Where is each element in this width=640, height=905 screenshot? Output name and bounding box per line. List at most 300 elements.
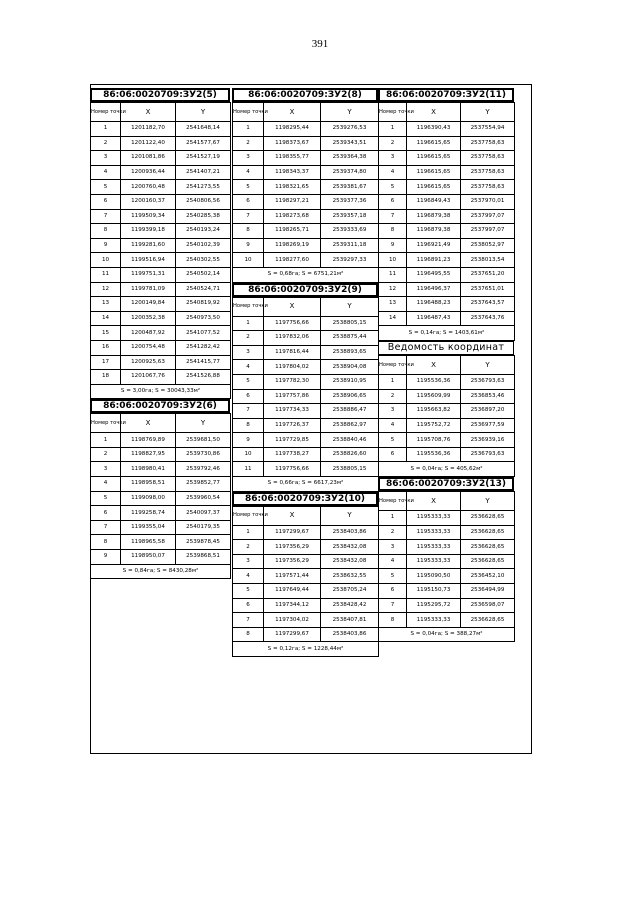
table-row [379,598,515,613]
y-coordinate-cell: 2538052,97 [461,238,515,253]
x-coordinate-cell: 1199516,94 [121,253,176,268]
table-row [91,165,231,180]
x-coordinate-cell: 1196615,65 [407,180,461,195]
x-coordinate-cell: 1201081,86 [121,151,176,166]
point-number-cell: 3 [379,151,407,166]
y-coordinate-cell: 2539381,67 [321,180,379,195]
y-coordinate-cell: 2538893,65 [321,345,379,360]
x-coordinate-cell: 1197756,66 [264,316,321,331]
table-row [379,584,515,599]
x-coordinate-cell: 1197344,12 [264,598,321,613]
x-coordinate-cell: 1200160,37 [121,194,176,209]
point-number-cell: 2 [379,525,407,540]
table-row [91,297,231,312]
table-row [233,345,379,360]
table-row [91,194,231,209]
table-row [379,404,515,419]
point-number-cell: 3 [233,151,264,166]
y-coordinate-cell: 2538403,86 [321,627,379,642]
point-number-cell: 6 [233,389,264,404]
point-number-cell: 13 [91,297,121,312]
x-coordinate-cell: 1199355,04 [121,520,176,535]
table-row [379,122,515,137]
point-number-cell: 9 [233,238,264,253]
header-x: X [407,355,461,374]
x-coordinate-cell: 1200925,63 [121,355,176,370]
x-coordinate-cell: 1198297,21 [264,194,321,209]
table-row [91,520,231,535]
point-number-cell: 3 [91,462,121,477]
point-number-cell: 1 [233,525,264,540]
y-coordinate-cell: 2537758,63 [461,180,515,195]
y-coordinate-cell: 2538432,08 [321,540,379,555]
point-number-cell: 2 [91,447,121,462]
point-number-cell: 1 [379,374,407,389]
y-coordinate-cell: 2540102,39 [176,238,231,253]
y-coordinate-cell: 2539960,54 [176,491,231,506]
area-summary: S = 3,00га; S = 30043,33м² [91,384,231,399]
x-coordinate-cell: 1201182,70 [121,122,176,137]
table-title: Ведомость координат [378,341,514,355]
x-coordinate-cell: 1197649,44 [264,584,321,599]
table-row [233,404,379,419]
table-row [379,311,515,326]
table-row [233,165,379,180]
y-coordinate-cell: 2539364,38 [321,151,379,166]
y-coordinate-cell: 2538705,24 [321,584,379,599]
table-row [379,525,515,540]
y-coordinate-cell: 2538632,55 [321,569,379,584]
y-coordinate-cell: 2539792,46 [176,462,231,477]
x-coordinate-cell: 1195333,33 [407,554,461,569]
table-row [91,433,231,448]
point-number-cell: 4 [91,477,121,492]
y-coordinate-cell: 2537643,76 [461,311,515,326]
point-number-cell: 4 [379,418,407,433]
header-x: X [264,506,321,525]
x-coordinate-cell: 1199781,09 [121,282,176,297]
x-coordinate-cell: 1197734,33 [264,404,321,419]
y-coordinate-cell: 2539343,51 [321,136,379,151]
point-number-cell: 11 [379,267,407,282]
y-coordinate-cell: 2537758,63 [461,151,515,166]
y-coordinate-cell: 2539357,18 [321,209,379,224]
coordinate-table-block [232,492,378,657]
table-row [379,511,515,526]
header-point-number: Номер точки [91,103,121,122]
x-coordinate-cell: 1196615,65 [407,136,461,151]
point-number-cell: 10 [91,253,121,268]
area-summary: S = 0,12га; S = 1228,44м² [233,642,379,657]
header-x: X [264,103,321,122]
x-coordinate-cell: 1200936,44 [121,165,176,180]
point-number-cell: 3 [233,554,264,569]
table-row [91,506,231,521]
table-row [379,447,515,462]
point-number-cell: 5 [91,491,121,506]
x-coordinate-cell: 1199258,74 [121,506,176,521]
area-summary: S = 0,04га; S = 388,27м² [379,627,515,642]
x-coordinate-cell: 1196849,43 [407,194,461,209]
table-row [233,613,379,628]
table-row [379,165,515,180]
x-coordinate-cell: 1197738,27 [264,447,321,462]
x-coordinate-cell: 1197356,29 [264,554,321,569]
table-row [233,253,379,268]
table-row [91,253,231,268]
table-row [233,554,379,569]
y-coordinate-cell: 2538407,81 [321,613,379,628]
y-coordinate-cell: 2541407,21 [176,165,231,180]
x-coordinate-cell: 1198343,37 [264,165,321,180]
y-coordinate-cell: 2538862,97 [321,418,379,433]
column-right [378,88,514,642]
x-coordinate-cell: 1197304,02 [264,613,321,628]
y-coordinate-cell: 2539374,80 [321,165,379,180]
point-number-cell: 13 [379,297,407,312]
point-number-cell: 5 [379,433,407,448]
y-coordinate-cell: 2541415,77 [176,355,231,370]
x-coordinate-cell: 1198277,60 [264,253,321,268]
y-coordinate-cell: 2539276,53 [321,122,379,137]
point-number-cell: 10 [233,253,264,268]
y-coordinate-cell: 2538886,47 [321,404,379,419]
point-number-cell: 3 [91,151,121,166]
y-coordinate-cell: 2540097,37 [176,506,231,521]
point-number-cell: 8 [379,224,407,239]
x-coordinate-cell: 1197299,67 [264,627,321,642]
point-number-cell: 7 [379,598,407,613]
x-coordinate-cell: 1198373,67 [264,136,321,151]
coordinate-table-block [378,88,514,341]
table-row [91,238,231,253]
x-coordinate-cell: 1200487,92 [121,326,176,341]
table-row [379,282,515,297]
y-coordinate-cell: 2539852,77 [176,477,231,492]
point-number-cell: 1 [379,511,407,526]
table-row [233,194,379,209]
x-coordinate-cell: 1199098,00 [121,491,176,506]
table-row [233,180,379,195]
y-coordinate-cell: 2538403,86 [321,525,379,540]
x-coordinate-cell: 1198950,07 [121,550,176,565]
table-row [379,238,515,253]
area-summary: S = 0,04га; S = 405,62м² [379,462,515,477]
table-row [91,550,231,565]
x-coordinate-cell: 1195333,33 [407,525,461,540]
table-title: 86:06:0020709:ЗУ2(10) [232,492,378,506]
point-number-cell: 2 [233,540,264,555]
table-row [379,267,515,282]
y-coordinate-cell: 2536897,20 [461,404,515,419]
x-coordinate-cell: 1195663,82 [407,404,461,419]
x-coordinate-cell: 1195333,33 [407,511,461,526]
point-number-cell: 8 [233,627,264,642]
y-coordinate-cell: 2537554,94 [461,122,515,137]
table-row [233,122,379,137]
table-row [379,433,515,448]
point-number-cell: 17 [91,355,121,370]
table-row [233,389,379,404]
y-coordinate-cell: 2540285,38 [176,209,231,224]
y-coordinate-cell: 2541077,52 [176,326,231,341]
x-coordinate-cell: 1196879,38 [407,224,461,239]
table-row [233,238,379,253]
y-coordinate-cell: 2536628,65 [461,613,515,628]
point-number-cell: 5 [379,569,407,584]
table-row [91,370,231,385]
y-coordinate-cell: 2538805,15 [321,462,379,477]
x-coordinate-cell: 1197299,67 [264,525,321,540]
table-row [233,462,379,477]
point-number-cell: 2 [233,331,264,346]
x-coordinate-cell: 1196496,37 [407,282,461,297]
header-point-number: Номер точки [379,103,407,122]
table-row [91,491,231,506]
point-number-cell: 4 [233,569,264,584]
point-number-cell: 3 [379,540,407,555]
y-coordinate-cell: 2537643,57 [461,297,515,312]
x-coordinate-cell: 1201122,40 [121,136,176,151]
y-coordinate-cell: 2539333,69 [321,224,379,239]
y-coordinate-cell: 2536853,46 [461,389,515,404]
y-coordinate-cell: 2539730,86 [176,447,231,462]
x-coordinate-cell: 1197757,86 [264,389,321,404]
y-coordinate-cell: 2538875,44 [321,331,379,346]
y-coordinate-cell: 2541273,55 [176,180,231,195]
point-number-cell: 14 [91,311,121,326]
coordinate-table-block [90,88,230,399]
x-coordinate-cell: 1196488,23 [407,297,461,312]
point-number-cell: 5 [233,374,264,389]
x-coordinate-cell: 1197729,85 [264,433,321,448]
table-row [233,136,379,151]
y-coordinate-cell: 2540819,92 [176,297,231,312]
table-row [233,598,379,613]
x-coordinate-cell: 1197782,30 [264,374,321,389]
y-coordinate-cell: 2537651,20 [461,267,515,282]
y-coordinate-cell: 2538840,46 [321,433,379,448]
y-coordinate-cell: 2536628,65 [461,511,515,526]
x-coordinate-cell: 1195090,50 [407,569,461,584]
y-coordinate-cell: 2536494,99 [461,584,515,599]
table-row [379,151,515,166]
point-number-cell: 2 [379,136,407,151]
y-coordinate-cell: 2538432,08 [321,554,379,569]
x-coordinate-cell: 1198827,95 [121,447,176,462]
table-row [379,136,515,151]
point-number-cell: 5 [91,180,121,195]
point-number-cell: 2 [379,389,407,404]
y-coordinate-cell: 2538906,65 [321,389,379,404]
point-number-cell: 5 [233,180,264,195]
coordinate-table [232,506,379,657]
y-coordinate-cell: 2536793,63 [461,374,515,389]
point-number-cell: 7 [233,613,264,628]
y-coordinate-cell: 2540973,50 [176,311,231,326]
column-middle [232,88,378,657]
x-coordinate-cell: 1195150,73 [407,584,461,599]
x-coordinate-cell: 1198769,89 [121,433,176,448]
y-coordinate-cell: 2541527,19 [176,151,231,166]
x-coordinate-cell: 1197571,44 [264,569,321,584]
header-point-number: Номер точки [233,297,264,316]
point-number-cell: 4 [233,165,264,180]
table-row [91,180,231,195]
y-coordinate-cell: 2536793,63 [461,447,515,462]
point-number-cell: 16 [91,340,121,355]
table-row [91,151,231,166]
table-row [233,433,379,448]
area-summary: S = 0,66га; S = 6617,23м² [233,477,379,492]
table-row [379,224,515,239]
coordinate-table [232,102,379,283]
header-y: Y [461,103,515,122]
x-coordinate-cell: 1197804,02 [264,360,321,375]
y-coordinate-cell: 2536977,59 [461,418,515,433]
coordinate-table [378,491,515,642]
point-number-cell: 4 [379,554,407,569]
coordinate-table [378,102,515,341]
point-number-cell: 11 [233,462,264,477]
header-y: Y [176,103,231,122]
point-number-cell: 2 [233,136,264,151]
y-coordinate-cell: 2537758,63 [461,165,515,180]
table-row [233,224,379,239]
point-number-cell: 4 [91,165,121,180]
y-coordinate-cell: 2538428,42 [321,598,379,613]
header-point-number: Номер точки [233,103,264,122]
point-number-cell: 7 [91,209,121,224]
x-coordinate-cell: 1198965,58 [121,535,176,550]
x-coordinate-cell: 1195609,99 [407,389,461,404]
table-row [379,613,515,628]
point-number-cell: 8 [91,224,121,239]
table-row [91,447,231,462]
table-row [233,627,379,642]
point-number-cell: 8 [379,613,407,628]
x-coordinate-cell: 1198958,51 [121,477,176,492]
x-coordinate-cell: 1198321,65 [264,180,321,195]
table-row [233,316,379,331]
point-number-cell: 4 [233,360,264,375]
x-coordinate-cell: 1198295,44 [264,122,321,137]
x-coordinate-cell: 1196390,43 [407,122,461,137]
coordinate-table-block [232,283,378,492]
x-coordinate-cell: 1195333,33 [407,613,461,628]
y-coordinate-cell: 2540193,24 [176,224,231,239]
header-y: Y [461,355,515,374]
table-title: 86:06:0020709:ЗУ2(11) [378,88,514,102]
point-number-cell: 9 [233,433,264,448]
point-number-cell: 6 [379,447,407,462]
x-coordinate-cell: 1200754,48 [121,340,176,355]
point-number-cell: 9 [91,550,121,565]
y-coordinate-cell: 2539868,51 [176,550,231,565]
point-number-cell: 1 [91,122,121,137]
x-coordinate-cell: 1196879,38 [407,209,461,224]
point-number-cell: 2 [91,136,121,151]
y-coordinate-cell: 2540806,56 [176,194,231,209]
point-number-cell: 6 [91,506,121,521]
y-coordinate-cell: 2537997,07 [461,209,515,224]
point-number-cell: 8 [233,224,264,239]
table-row [91,355,231,370]
coordinate-table-block [378,477,514,642]
x-coordinate-cell: 1195536,36 [407,374,461,389]
y-coordinate-cell: 2537758,63 [461,136,515,151]
x-coordinate-cell: 1196615,65 [407,151,461,166]
header-point-number: Номер точки [91,414,121,433]
header-point-number: Номер точки [379,355,407,374]
table-title: 86:06:0020709:ЗУ2(13) [378,477,514,491]
point-number-cell: 12 [379,282,407,297]
point-number-cell: 7 [379,209,407,224]
table-row [379,389,515,404]
header-x: X [121,414,176,433]
point-number-cell: 18 [91,370,121,385]
table-row [379,180,515,195]
table-row [233,569,379,584]
table-row [379,194,515,209]
table-row [379,297,515,312]
x-coordinate-cell: 1195333,33 [407,540,461,555]
y-coordinate-cell: 2541648,14 [176,122,231,137]
x-coordinate-cell: 1200760,48 [121,180,176,195]
y-coordinate-cell: 2539878,45 [176,535,231,550]
table-row [91,224,231,239]
y-coordinate-cell: 2536628,65 [461,525,515,540]
point-number-cell: 7 [233,404,264,419]
x-coordinate-cell: 1198265,71 [264,224,321,239]
header-x: X [407,492,461,511]
table-row [91,477,231,492]
point-number-cell: 14 [379,311,407,326]
y-coordinate-cell: 2539377,36 [321,194,379,209]
header-y: Y [321,506,379,525]
point-number-cell: 5 [379,180,407,195]
coordinate-table [232,297,379,492]
point-number-cell: 9 [379,238,407,253]
table-title: 86:06:0020709:ЗУ2(5) [90,88,230,102]
x-coordinate-cell: 1197756,66 [264,462,321,477]
table-row [91,122,231,137]
point-number-cell: 6 [91,194,121,209]
point-number-cell: 1 [233,122,264,137]
table-row [379,253,515,268]
area-summary: S = 0,14га; S = 1403,61м² [379,326,515,341]
x-coordinate-cell: 1195295,72 [407,598,461,613]
y-coordinate-cell: 2536628,65 [461,554,515,569]
y-coordinate-cell: 2537970,01 [461,194,515,209]
column-left [90,88,230,579]
x-coordinate-cell: 1198273,68 [264,209,321,224]
y-coordinate-cell: 2539311,18 [321,238,379,253]
table-row [91,535,231,550]
y-coordinate-cell: 2537997,07 [461,224,515,239]
y-coordinate-cell: 2541577,67 [176,136,231,151]
header-point-number: Номер точки [379,492,407,511]
header-y: Y [321,297,379,316]
point-number-cell: 7 [91,520,121,535]
area-summary: S = 0,84га; S = 8430,28м² [91,564,231,579]
coordinate-table-block [232,88,378,283]
table-row [379,554,515,569]
point-number-cell: 7 [233,209,264,224]
x-coordinate-cell: 1195752,72 [407,418,461,433]
y-coordinate-cell: 2536598,07 [461,598,515,613]
table-row [379,374,515,389]
